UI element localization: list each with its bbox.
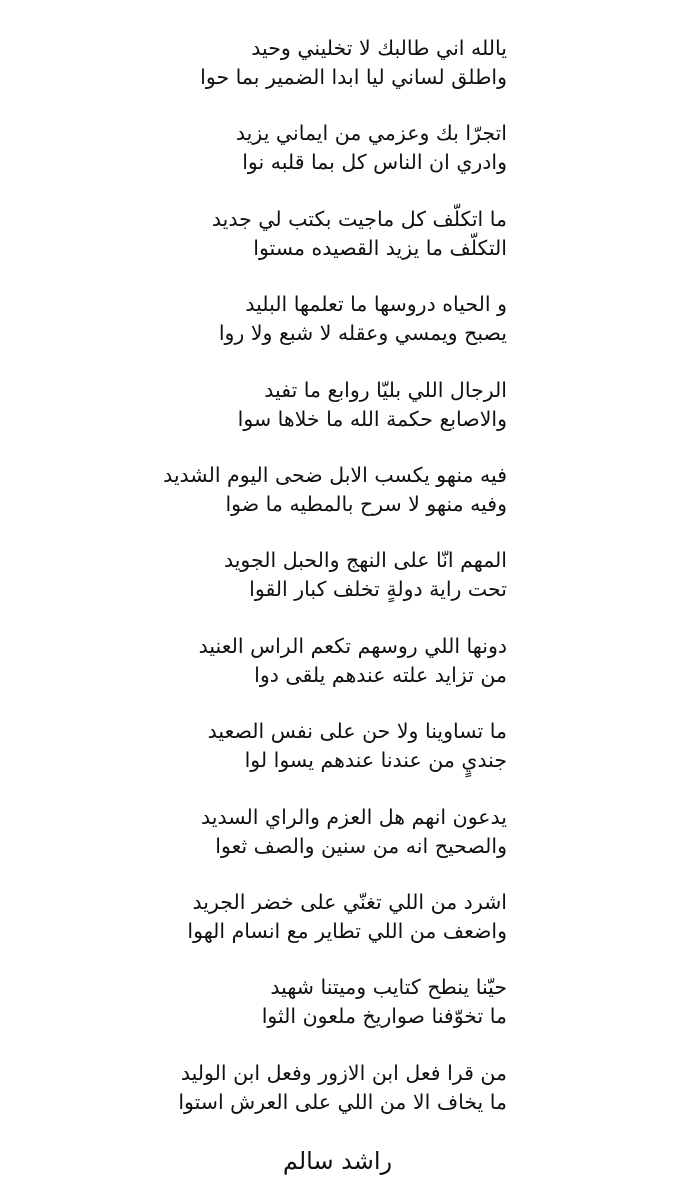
stanza [0,461,675,546]
stanza [0,290,675,375]
verse-line: وفيه منهو لا سرح بالمطيه ما ضوا [225,491,507,516]
verse-line: و الحياه دروسها ما تعلمها البليد [245,292,507,317]
verse-line: يدعون انهم هل العزم والراي السديد [201,804,507,829]
verse-line: الرجال اللي بليّا روابع ما تفيد [264,377,507,402]
verse-line: حيّنا ينطح كتايب وميتنا شهيد [270,975,507,1000]
verse-line: فيه منهو يكسب الابل ضحى اليوم الشديد [163,462,507,487]
verse-line: ما اتكلّف كل ماجيت بكتب لي جديد [211,206,507,231]
verse-line: اشرد من اللي تغنّي على خضر الجريد [192,889,507,914]
verse-line: واطلق لساني ليا ابدا الضمير بما حوا [200,65,507,89]
stanza [0,546,675,631]
stanza [0,632,675,717]
stanza [0,119,675,204]
stanza [0,803,675,888]
stanza [0,376,675,461]
stanza [0,205,675,290]
verse-line: واضعف من اللي تطاير مع انسام الهوا [187,918,507,943]
verse-line: ما تخوّفنا صواريخ ملعون الثوا [261,1004,507,1029]
verse-line: وادري ان الناس كل بما قلبه نوا [242,150,507,175]
verse-line: التكلّف ما يزيد القصيده مستوا [253,235,507,260]
verse-line: والصحيح انه من سنين والصف ثعوا [215,833,507,858]
stanza [0,1059,675,1144]
verse-line: من تزايد علته عندهم يلقى دوا [254,662,507,687]
verse-line: يالله اني طالبك لا تخليني وحيد [251,36,507,60]
stanza [0,717,675,802]
verse-line: جنديٍ من عندنا عندهم يسوا لوا [244,748,507,773]
verse-line: ما يخاف الا من اللي على العرش استوا [178,1089,507,1114]
stanza [0,973,675,1058]
stanza [0,34,675,119]
verse-line: دونها اللي روسهم تكعم الراس العنيد [198,633,507,658]
stanza [0,888,675,973]
poem [0,34,675,1144]
verse-line: المهم انّا على النهج والحبل الجويد [223,548,507,573]
verse-line: من قرا فعل ابن الازور وفعل ابن الوليد [180,1060,507,1085]
verse-line: والاصابع حكمة الله ما خلاها سوا [237,406,507,431]
poem-author: راشد سالم [282,1147,393,1175]
verse-line: تحت راية دولةٍ تخلف كبار القوا [249,577,507,602]
verse-line: ما تساوينا ولا حن على نفس الصعيد [207,719,507,744]
verse-line: يصبح ويمسي وعقله لا شبع ولا روا [218,321,507,346]
verse-line: اتجرّا بك وعزمي من ايماني يزيد [235,121,507,146]
